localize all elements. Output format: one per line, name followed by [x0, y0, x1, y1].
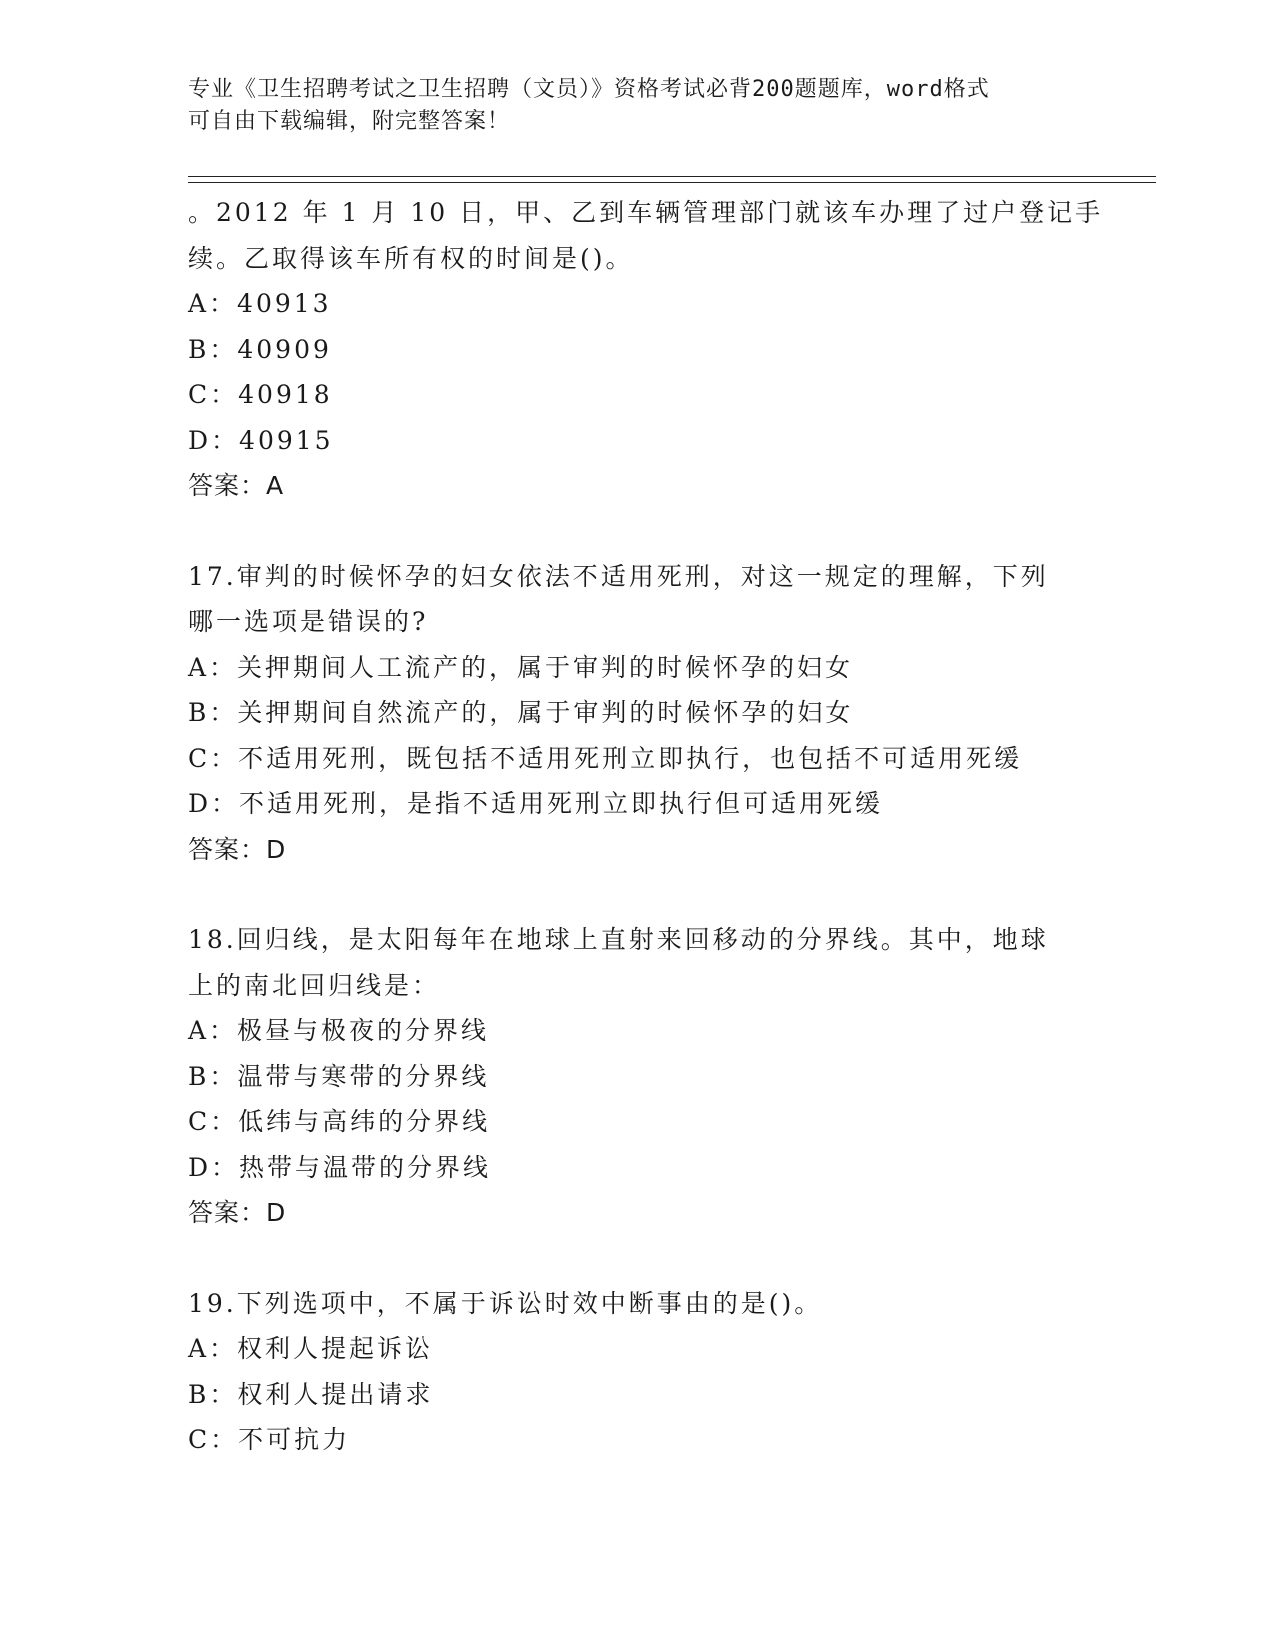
- option-a: A：关押期间人工流产的，属于审判的时候怀孕的妇女: [188, 652, 854, 682]
- option-c: C：低纬与高纬的分界线: [188, 1107, 491, 1136]
- option-a: A：权利人提起诉讼: [188, 1334, 434, 1363]
- document-header: [188, 74, 1088, 138]
- answer-line: 答案：D: [188, 1198, 287, 1227]
- question-stem-line: 17.审判的时候怀孕的妇女依法不适用死刑，对这一规定的理解，下列: [188, 561, 1049, 591]
- answer-line: 答案：D: [188, 834, 287, 864]
- question-stem-line: 19.下列选项中，不属于诉讼时效中断事由的是()。: [188, 1288, 823, 1318]
- question-spacer: [188, 509, 1088, 554]
- question-stem-line: 续。乙取得该车所有权的时间是()。: [188, 243, 634, 273]
- option-b: B：权利人提出请求: [188, 1379, 434, 1409]
- option-c: C：不适用死刑，既包括不适用死刑立即执行，也包括不可适用死缓: [188, 743, 1023, 773]
- option-a: A：40913: [188, 289, 332, 318]
- option-c: C：不可抗力: [188, 1425, 351, 1454]
- option-c: C：40918: [188, 380, 333, 409]
- header-title-line-2: 可自由下载编辑，附完整答案！: [188, 109, 511, 134]
- question-spacer: [188, 872, 1088, 917]
- question-list: [188, 190, 1104, 1463]
- question-stem-line: 。2012 年 1 月 10 日，甲、乙到车辆管理部门就该车办理了过户登记手: [188, 198, 1104, 227]
- question-spacer: [188, 1236, 1088, 1281]
- question-18: [188, 917, 1088, 1236]
- option-b: B：关押期间自然流产的，属于审判的时候怀孕的妇女: [188, 698, 854, 727]
- header-title-line-1: 专业《卫生招聘考试之卫生招聘（文员）》资格考试必背200题题库，word格式: [188, 77, 990, 102]
- option-d: D：40915: [188, 425, 334, 455]
- header-divider-top: [188, 176, 1156, 177]
- question-16: [188, 190, 1104, 509]
- question-stem-line: 18.回归线，是太阳每年在地球上直射来回移动的分界线。其中，地球: [188, 925, 1049, 954]
- option-b: B：40909: [188, 334, 332, 364]
- question-stem-line: 上的南北回归线是：: [188, 970, 441, 1000]
- question-19: [188, 1281, 1088, 1463]
- option-d: D：不适用死刑，是指不适用死刑立即执行但可适用死缓: [188, 789, 884, 818]
- question-17: [188, 554, 1088, 873]
- answer-line: 答案：A: [188, 471, 285, 500]
- header-divider-bottom: [188, 182, 1156, 183]
- question-stem-line: 哪一选项是错误的?: [188, 607, 429, 636]
- option-a: A：极昼与极夜的分界线: [188, 1016, 490, 1045]
- option-d: D：热带与温带的分界线: [188, 1152, 492, 1182]
- option-b: B：温带与寒带的分界线: [188, 1061, 490, 1091]
